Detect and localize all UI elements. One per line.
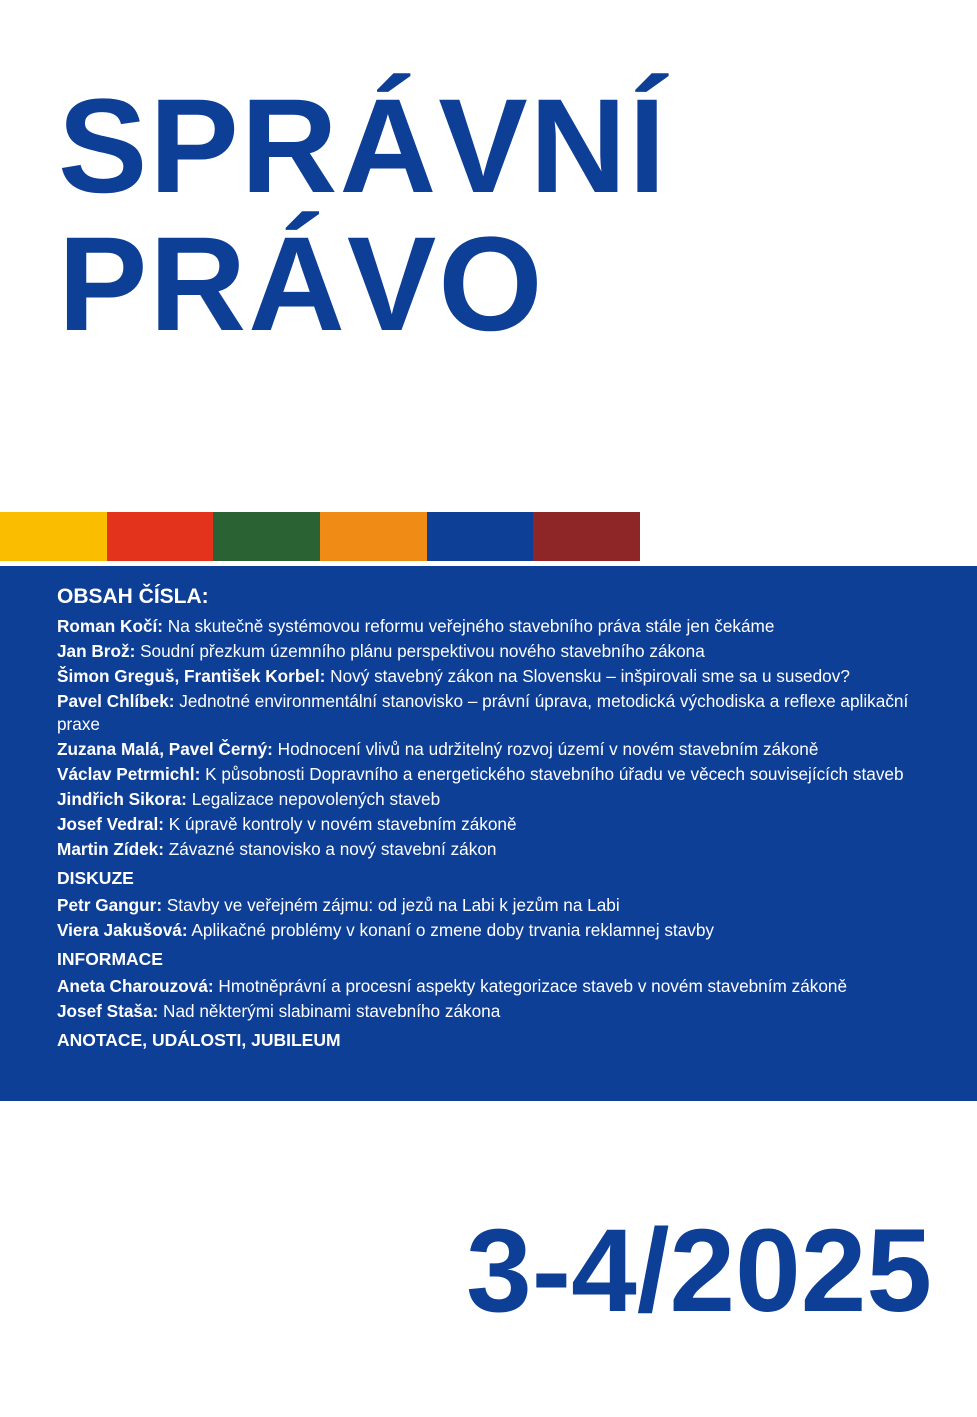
toc-article-title: Stavby ve veřejném zájmu: od jezů na Labi k jezům na Labi (166, 895, 620, 915)
annotations-events-heading: ANOTACE, UDÁLOSTI, JUBILEUM (57, 1030, 341, 1050)
color-stripe-yellow (0, 512, 107, 561)
color-stripe-orange (320, 512, 427, 561)
toc-author: Viera Jakušová: (57, 920, 188, 940)
toc-entry (57, 975, 947, 998)
toc-entry (57, 894, 947, 917)
color-stripe-red (107, 512, 214, 561)
color-stripe-blue (427, 512, 534, 561)
toc-author: Josef Vedral: (57, 814, 164, 834)
toc-article-title: Nový stavebný zákon na Slovensku – inšpirovali sme sa u susedov? (330, 666, 850, 686)
toc-author: Zuzana Malá, Pavel Černý: (57, 739, 273, 759)
discussion-heading: DISKUZE (57, 868, 134, 888)
journal-title-line-1: SPRÁVNÍ (58, 72, 668, 221)
toc-article-title: Na skutečně systémovou reformu veřejného stavebního práva stále jen čekáme (167, 616, 775, 636)
color-stripe-green (213, 512, 320, 561)
toc-article-title: Legalizace nepovolených staveb (191, 789, 441, 809)
toc-entry (57, 813, 947, 836)
toc-author: Šimon Greguš, František Korbel: (57, 666, 326, 686)
color-stripe-maroon (533, 512, 640, 561)
toc-entry (57, 615, 947, 638)
toc-entry (57, 665, 947, 688)
toc-article-title: Závazné stanovisko a nový stavební zákon (168, 839, 497, 859)
toc-author: Václav Petrmichl: (57, 764, 201, 784)
color-stripe-bar (0, 512, 640, 561)
toc-entry (57, 919, 947, 942)
toc-article-title: Hmotněprávní a procesní aspekty kategorizace staveb v novém stavebním zákoně (218, 976, 848, 996)
contents-heading: OBSAH ČÍSLA: (57, 585, 209, 608)
toc-article-title: Hodnocení vlivů na udržitelný rozvoj území v novém stavebním zákoně (277, 739, 819, 759)
information-heading: INFORMACE (57, 949, 163, 969)
toc-entry (57, 788, 947, 811)
toc-article-title: Jednotné environmentální stanovisko – právní úprava, metodická východiska a reflexe aplikační praxe (57, 691, 909, 734)
toc-article-title: K úpravě kontroly v novém stavebním zákoně (168, 814, 517, 834)
toc-entry (57, 738, 947, 761)
toc-article-title: Soudní přezkum územního plánu perspektivou nového stavebního zákona (140, 641, 705, 661)
toc-author: Petr Gangur: (57, 895, 163, 915)
toc-author: Jindřich Sikora: (57, 789, 187, 809)
toc-entry (57, 763, 947, 786)
toc-entry (57, 640, 947, 663)
toc-article-title: K působnosti Dopravního a energetického stavebního úřadu ve věcech souvisejících staveb (205, 764, 904, 784)
toc-article-title: Aplikačné problémy v konaní o zmene doby trvania reklamnej stavby (191, 920, 714, 940)
toc-entry (57, 1000, 947, 1023)
toc-entry (57, 838, 947, 861)
toc-author: Jan Brož: (57, 641, 136, 661)
toc-author: Pavel Chlíbek: (57, 691, 175, 711)
toc-entry (57, 690, 947, 736)
table-of-contents (0, 566, 977, 1101)
toc-article-title: Nad některými slabinami stavebního zákona (163, 1001, 501, 1021)
journal-title-line-2: PRÁVO (58, 210, 545, 359)
toc-author: Aneta Charouzová: (57, 976, 214, 996)
toc-author: Josef Staša: (57, 1001, 159, 1021)
toc-author: Roman Kočí: (57, 616, 163, 636)
toc-author: Martin Zídek: (57, 839, 164, 859)
issue-number: 3-4/2025 (466, 1205, 932, 1337)
